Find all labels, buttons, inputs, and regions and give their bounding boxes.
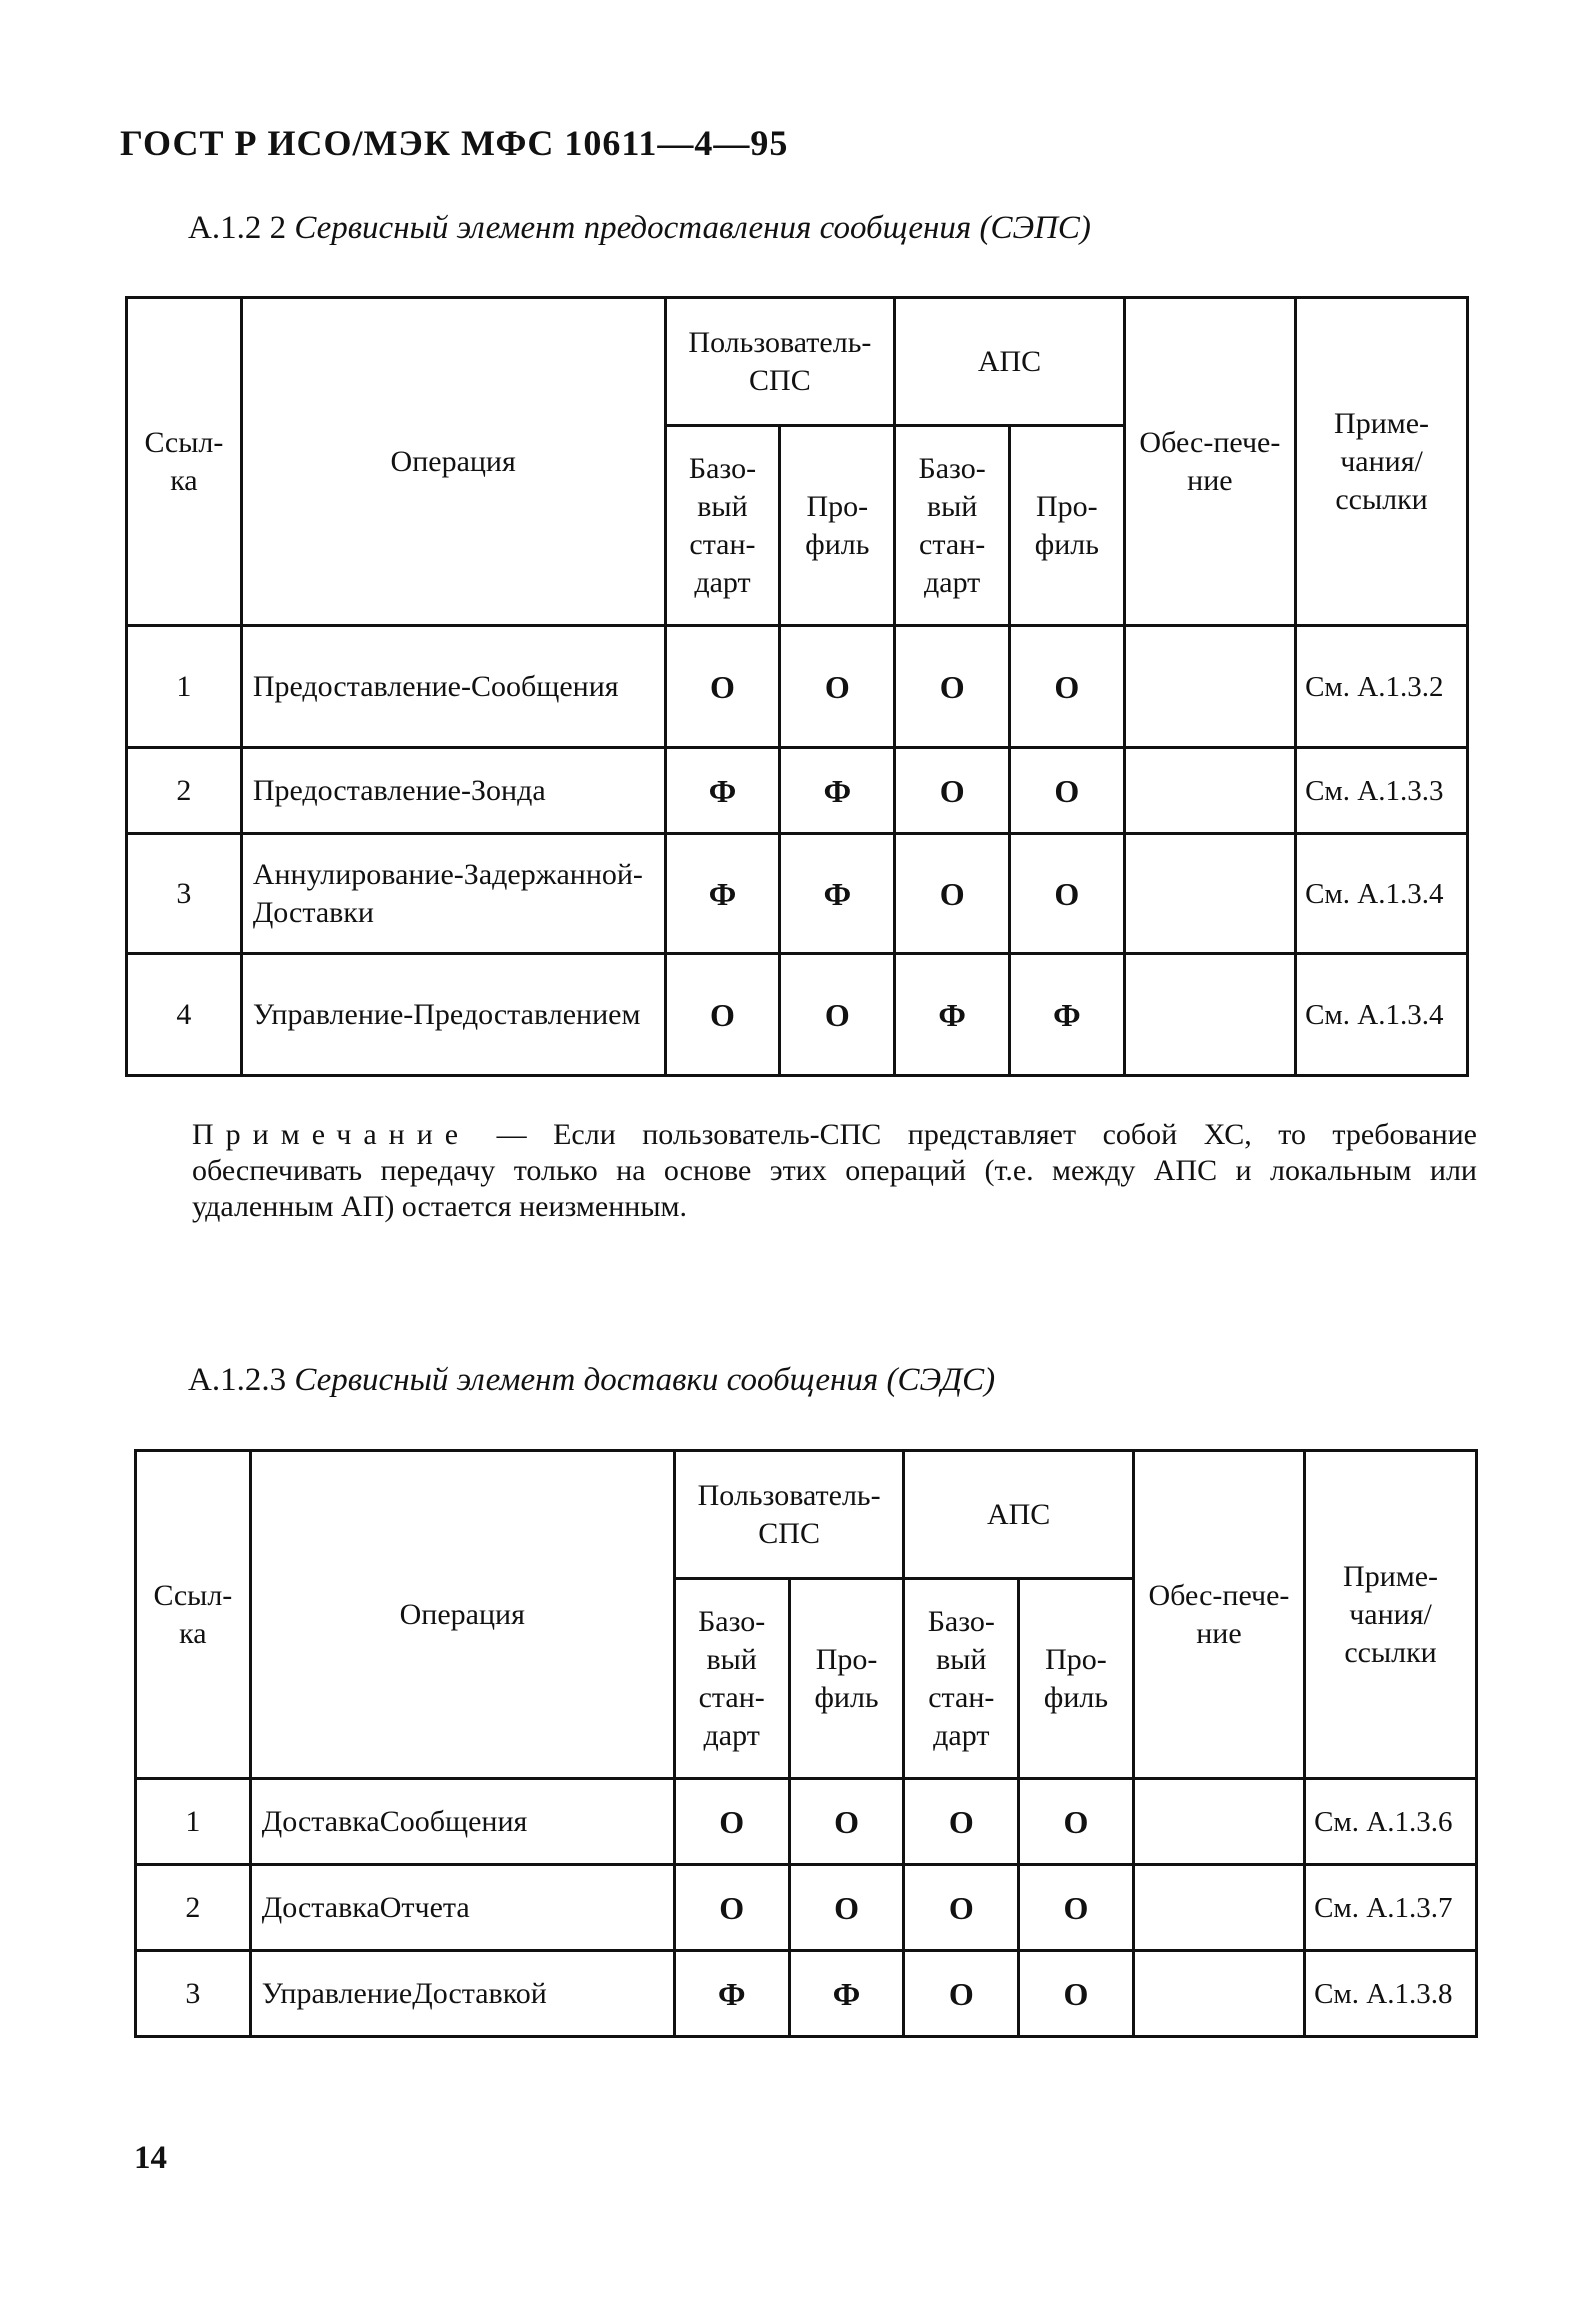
row-aps-profile: О xyxy=(1019,1779,1134,1865)
row-operation: УправлениеДоставкой xyxy=(250,1951,674,2037)
row-aps-profile: О xyxy=(1010,748,1125,834)
row-aps-base: Ф xyxy=(895,954,1010,1076)
document-header: ГОСТ Р ИСО/МЭК МФС 10611—4—95 xyxy=(120,123,789,163)
section-title-seds xyxy=(188,1362,995,1399)
row-aps-base: О xyxy=(904,1951,1019,2037)
col-header-ref: Ссыл-ка xyxy=(127,298,242,626)
row-user-base: Ф xyxy=(674,1951,789,2037)
row-aps-base: О xyxy=(895,748,1010,834)
requirements-table-sepc xyxy=(125,296,1469,1077)
row-support xyxy=(1124,626,1295,748)
row-note: См. А.1.3.2 xyxy=(1296,626,1468,748)
col-header-support: Обес-пече-ние xyxy=(1124,298,1295,626)
col-header-user: Пользователь-СПС xyxy=(674,1451,904,1579)
note-text: — Если пользователь-СПС представляет собой ХС, то требование обеспечивать передачу только на основе этих операций (т.е. между АПС и локальным или удаленным АП) остается неизменным. xyxy=(192,1118,1477,1223)
row-note: См. А.1.3.3 xyxy=(1296,748,1468,834)
row-ref: 2 xyxy=(136,1865,251,1951)
table-row xyxy=(127,954,1468,1076)
row-note: См. А.1.3.7 xyxy=(1305,1865,1477,1951)
page-number: 14 xyxy=(134,2140,167,2176)
row-user-profile: Ф xyxy=(780,748,895,834)
row-aps-profile: О xyxy=(1019,1951,1134,2037)
row-user-profile: Ф xyxy=(789,1951,904,2037)
row-operation: ДоставкаСообщения xyxy=(250,1779,674,1865)
row-note: См. А.1.3.4 xyxy=(1296,834,1468,954)
col-header-user: Пользователь-СПС xyxy=(665,298,895,426)
row-user-base: Ф xyxy=(665,748,780,834)
col-header-aps: АПС xyxy=(904,1451,1133,1579)
row-operation: ДоставкаОтчета xyxy=(250,1865,674,1951)
col-header-aps-profile: Про-филь xyxy=(1019,1579,1134,1779)
row-aps-base: О xyxy=(895,834,1010,954)
row-operation: Предоставление-Сообщения xyxy=(241,626,665,748)
row-aps-base: О xyxy=(904,1865,1019,1951)
row-operation: Предоставление-Зонда xyxy=(241,748,665,834)
row-note: См. А.1.3.8 xyxy=(1305,1951,1477,2037)
row-user-profile: О xyxy=(780,626,895,748)
requirements-table-seds xyxy=(134,1449,1478,2038)
col-header-notes: Приме-чания/ ссылки xyxy=(1296,298,1468,626)
col-header-operation: Операция xyxy=(250,1451,674,1779)
section-number: А.1.2 2 xyxy=(188,210,287,246)
col-header-aps: АПС xyxy=(895,298,1124,426)
row-ref: 2 xyxy=(127,748,242,834)
row-user-profile: О xyxy=(789,1865,904,1951)
row-aps-profile: О xyxy=(1010,834,1125,954)
row-aps-profile: О xyxy=(1010,626,1125,748)
row-aps-profile: Ф xyxy=(1010,954,1125,1076)
table-row xyxy=(127,626,1468,748)
row-support xyxy=(1133,1951,1304,2037)
note-label: Примечание xyxy=(192,1118,471,1151)
row-user-profile: О xyxy=(780,954,895,1076)
row-user-base: О xyxy=(674,1865,789,1951)
col-header-aps-profile: Про-филь xyxy=(1010,426,1125,626)
section-number: А.1.2.3 xyxy=(188,1362,287,1398)
col-header-user-profile: Про-филь xyxy=(789,1579,904,1779)
row-support xyxy=(1133,1779,1304,1865)
table-row xyxy=(136,1779,1477,1865)
row-user-base: О xyxy=(665,626,780,748)
col-header-support: Обес-пече-ние xyxy=(1133,1451,1304,1779)
col-header-aps-base: Базо-вый стан-дарт xyxy=(895,426,1010,626)
row-note: См. А.1.3.4 xyxy=(1296,954,1468,1076)
note-paragraph xyxy=(192,1117,1477,1225)
row-support xyxy=(1133,1865,1304,1951)
table-row xyxy=(136,1865,1477,1951)
row-user-base: Ф xyxy=(665,834,780,954)
row-ref: 1 xyxy=(136,1779,251,1865)
row-support xyxy=(1124,834,1295,954)
row-support xyxy=(1124,954,1295,1076)
col-header-notes: Приме-чания/ ссылки xyxy=(1305,1451,1477,1779)
row-support xyxy=(1124,748,1295,834)
row-operation: Аннулирование-Задержанной-Доставки xyxy=(241,834,665,954)
section-name: Сервисный элемент предоставления сообщения (СЭПС) xyxy=(294,210,1091,246)
col-header-ref: Ссыл-ка xyxy=(136,1451,251,1779)
row-aps-base: О xyxy=(904,1779,1019,1865)
table-row xyxy=(127,834,1468,954)
col-header-aps-base: Базо-вый стан-дарт xyxy=(904,1579,1019,1779)
row-user-profile: Ф xyxy=(780,834,895,954)
row-ref: 3 xyxy=(136,1951,251,2037)
table-row xyxy=(136,1951,1477,2037)
col-header-user-profile: Про-филь xyxy=(780,426,895,626)
col-header-user-base: Базо-вый стан-дарт xyxy=(665,426,780,626)
row-user-profile: О xyxy=(789,1779,904,1865)
row-user-base: О xyxy=(665,954,780,1076)
section-name: Сервисный элемент доставки сообщения (СЭДС) xyxy=(294,1362,996,1398)
col-header-user-base: Базо-вый стан-дарт xyxy=(674,1579,789,1779)
table-row xyxy=(127,748,1468,834)
row-user-base: О xyxy=(674,1779,789,1865)
row-ref: 4 xyxy=(127,954,242,1076)
row-aps-profile: О xyxy=(1019,1865,1134,1951)
row-ref: 3 xyxy=(127,834,242,954)
row-operation: Управление-Предоставлением xyxy=(241,954,665,1076)
row-ref: 1 xyxy=(127,626,242,748)
row-note: См. А.1.3.6 xyxy=(1305,1779,1477,1865)
row-aps-base: О xyxy=(895,626,1010,748)
section-title-sepc xyxy=(188,210,1091,247)
col-header-operation: Операция xyxy=(241,298,665,626)
